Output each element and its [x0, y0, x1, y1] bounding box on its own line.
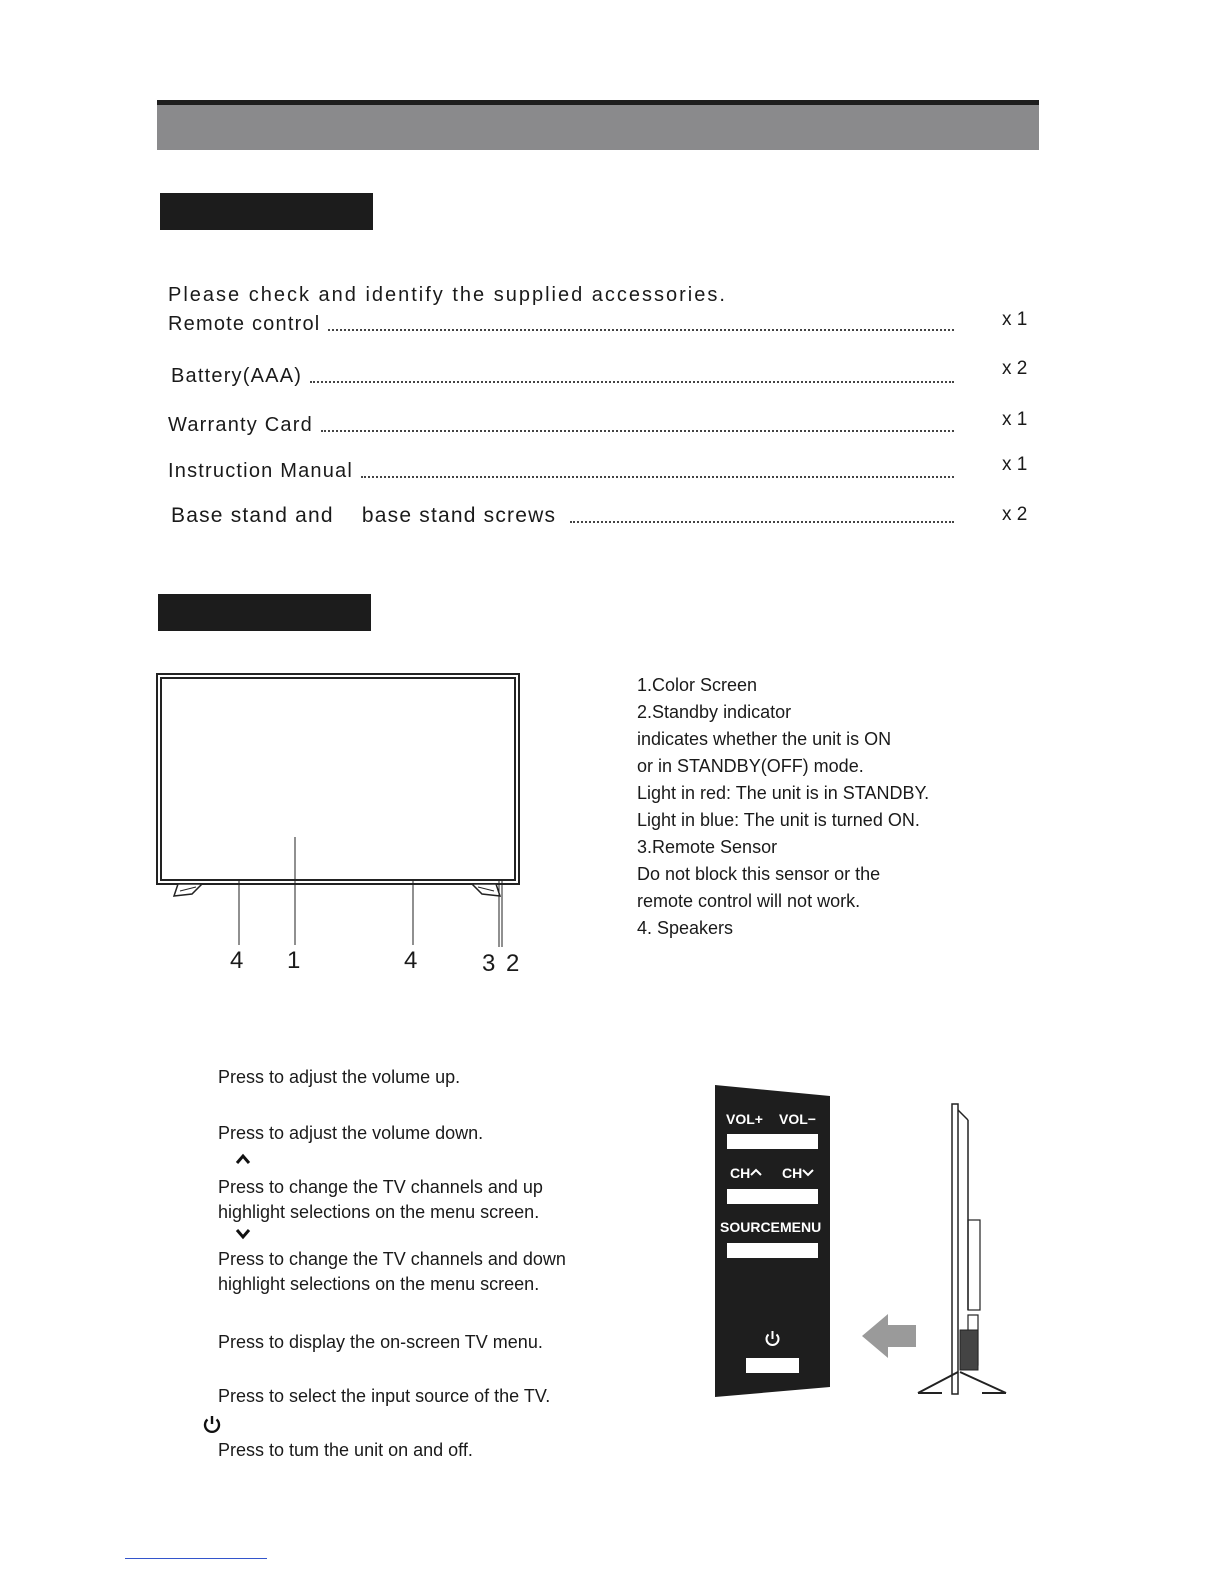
accessory-label: Battery(AAA) — [171, 365, 303, 387]
source-description: Press to select the input source of the TV. — [218, 1386, 551, 1406]
menu-label: MENU — [780, 1219, 822, 1235]
tv-side-view-illustration — [912, 1100, 1012, 1400]
callout-number: 4 — [404, 947, 418, 974]
description-line: Press to change the TV channels and up — [218, 1177, 543, 1197]
vol-button[interactable] — [727, 1134, 818, 1149]
vol-down-description: Press to adjust the volume down. — [218, 1123, 484, 1143]
accessory-qty: x 1 — [1002, 409, 1028, 430]
dot-leader — [570, 521, 954, 523]
svg-text:CH: CH — [730, 1165, 751, 1181]
accessory-qty: x 1 — [1002, 309, 1028, 330]
description-line: 2.Standby indicator — [637, 702, 792, 722]
power-description: Press to tum the unit on and off. — [218, 1440, 473, 1460]
description-line: Light in blue: The unit is turned ON. — [637, 810, 920, 830]
power-icon — [201, 1413, 223, 1435]
accessory-label: Instruction Manual — [168, 460, 354, 482]
callout-number: 1 — [287, 947, 301, 974]
source-menu-button[interactable] — [727, 1243, 818, 1258]
side-control-panel-illustration — [710, 1082, 836, 1402]
description-line: highlight selections on the menu screen. — [218, 1202, 540, 1222]
dot-leader — [328, 329, 954, 331]
accessory-label: Remote control — [168, 313, 321, 335]
menu-description: Press to display the on-screen TV menu. — [218, 1332, 543, 1352]
accessory-qty: x 2 — [1002, 358, 1028, 379]
source-label: SOURCE — [720, 1219, 780, 1235]
accessories-intro: Please check and identify the supplied accessories. — [168, 284, 727, 306]
vol-up-description: Press to adjust the volume up. — [218, 1067, 461, 1087]
vol-plus-label: VOL+ — [726, 1111, 763, 1127]
chevron-up-icon — [234, 1152, 252, 1166]
accessory-label: Base stand and base stand screws — [171, 504, 557, 527]
accessory-row — [168, 313, 958, 336]
description-line: 1.Color Screen — [637, 675, 758, 695]
callout-number: 4 — [230, 947, 244, 974]
footer-rule — [125, 1558, 267, 1559]
callout-number: 3 — [482, 950, 496, 977]
description-line: 3.Remote Sensor — [637, 837, 778, 857]
accessory-row — [171, 504, 958, 528]
ch-button[interactable] — [727, 1189, 818, 1204]
vol-minus-label: VOL− — [779, 1111, 816, 1127]
tv-front-view-illustration — [150, 665, 530, 965]
callout-number: 2 — [506, 950, 520, 977]
accessory-row — [171, 365, 958, 388]
accessory-row — [168, 414, 958, 437]
accessory-row — [168, 460, 958, 483]
accessory-label: Warranty Card — [168, 414, 313, 436]
svg-text:CH: CH — [782, 1165, 803, 1181]
description-line: highlight selections on the menu screen. — [218, 1274, 540, 1294]
section-label-front-view — [158, 594, 371, 631]
chevron-down-icon — [234, 1227, 252, 1241]
description-line: Light in red: The unit is in STANDBY. — [637, 783, 930, 803]
ch-down-description — [218, 1247, 566, 1297]
section-label-accessories — [160, 193, 373, 230]
description-line: Press to change the TV channels and down — [218, 1249, 566, 1269]
description-line: Do not block this sensor or the — [637, 864, 881, 884]
arrow-left-icon — [860, 1312, 920, 1360]
accessory-qty: x 2 — [1002, 504, 1028, 525]
description-line: or in STANDBY(OFF) mode. — [637, 756, 864, 776]
dot-leader — [310, 381, 954, 383]
dot-leader — [321, 430, 954, 432]
dot-leader — [361, 476, 954, 478]
description-line: 4. Speakers — [637, 918, 734, 938]
header-bar — [157, 105, 1039, 150]
description-line: indicates whether the unit is ON — [637, 729, 892, 749]
description-line: remote control will not work. — [637, 891, 861, 911]
front-view-descriptions — [637, 672, 929, 942]
power-button[interactable] — [746, 1358, 799, 1373]
ch-up-description — [218, 1175, 543, 1225]
accessory-qty: x 1 — [1002, 454, 1028, 475]
